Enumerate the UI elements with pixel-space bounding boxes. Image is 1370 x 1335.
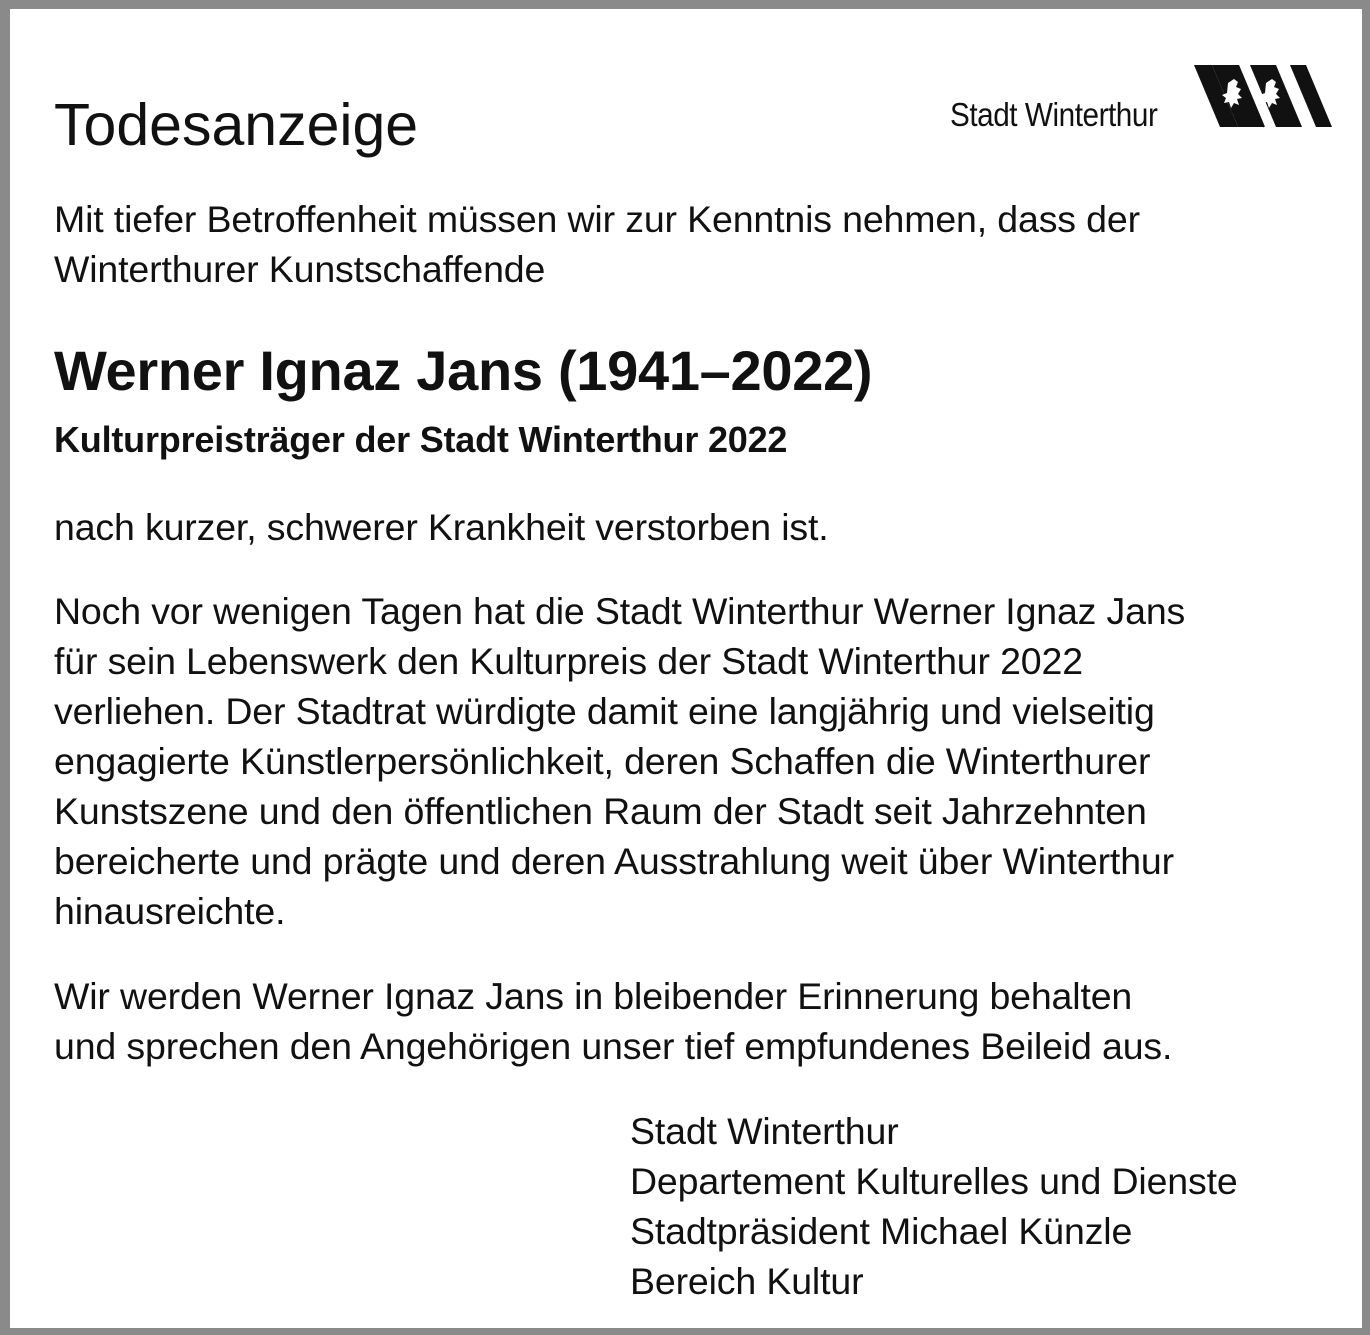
signature-line: Stadtpräsident Michael Künzle — [630, 1210, 1133, 1252]
winterthur-coat-of-arms-icon — [1194, 65, 1340, 131]
logo-wordmark: Stadt Winterthur — [950, 96, 1158, 133]
death-paragraph — [54, 502, 1344, 552]
condolence-line: Wir werden Werner Ignaz Jans in bleibender Erinnerung behalten — [54, 975, 1133, 1017]
tribute-line: Noch vor wenigen Tagen hat die Stadt Winterthur Werner Ignaz Jans — [54, 590, 1186, 632]
intro-line: Winterthurer Kunstschaffende — [54, 248, 546, 290]
tribute-line: für sein Lebenswerk den Kulturpreis der Stadt Winterthur 2022 — [54, 640, 1083, 682]
tribute-line: Kunstszene und den öffentlichen Raum der Stadt seit Jahrzehnten — [54, 790, 1147, 832]
intro-paragraph — [54, 194, 1344, 294]
tribute-line: bereicherte und prägte und deren Ausstrahlung weit über Winterthur — [54, 840, 1174, 882]
city-logo — [950, 65, 1340, 135]
condolence-line: und sprechen den Angehörigen unser tief empfundenes Beileid aus. — [54, 1025, 1173, 1067]
tribute-paragraph — [54, 586, 1344, 936]
deceased-name: Werner Ignaz Jans (1941–2022) — [54, 339, 873, 402]
tribute-line: verliehen. Der Stadtrat würdigte damit eine langjährig und vielseitig — [54, 690, 1155, 732]
tribute-line: hinausreichte. — [54, 890, 286, 932]
signature-block — [630, 1106, 1238, 1306]
intro-line: Mit tiefer Betroffenheit müssen wir zur Kenntnis nehmen, dass der — [54, 198, 1140, 240]
deceased-distinction: Kulturpreisträger der Stadt Winterthur 2022 — [54, 419, 788, 460]
tribute-line: engagierte Künstlerpersönlichkeit, deren Schaffen die Winterthurer — [54, 740, 1151, 782]
signature-line: Departement Kulturelles und Dienste — [630, 1160, 1238, 1202]
signature-line: Bereich Kultur — [630, 1260, 864, 1302]
notice-title: Todesanzeige — [54, 92, 419, 158]
death-line: nach kurzer, schwerer Krankheit verstorben ist. — [54, 506, 829, 548]
condolence-paragraph — [54, 971, 1344, 1071]
signature-line: Stadt Winterthur — [630, 1110, 899, 1152]
